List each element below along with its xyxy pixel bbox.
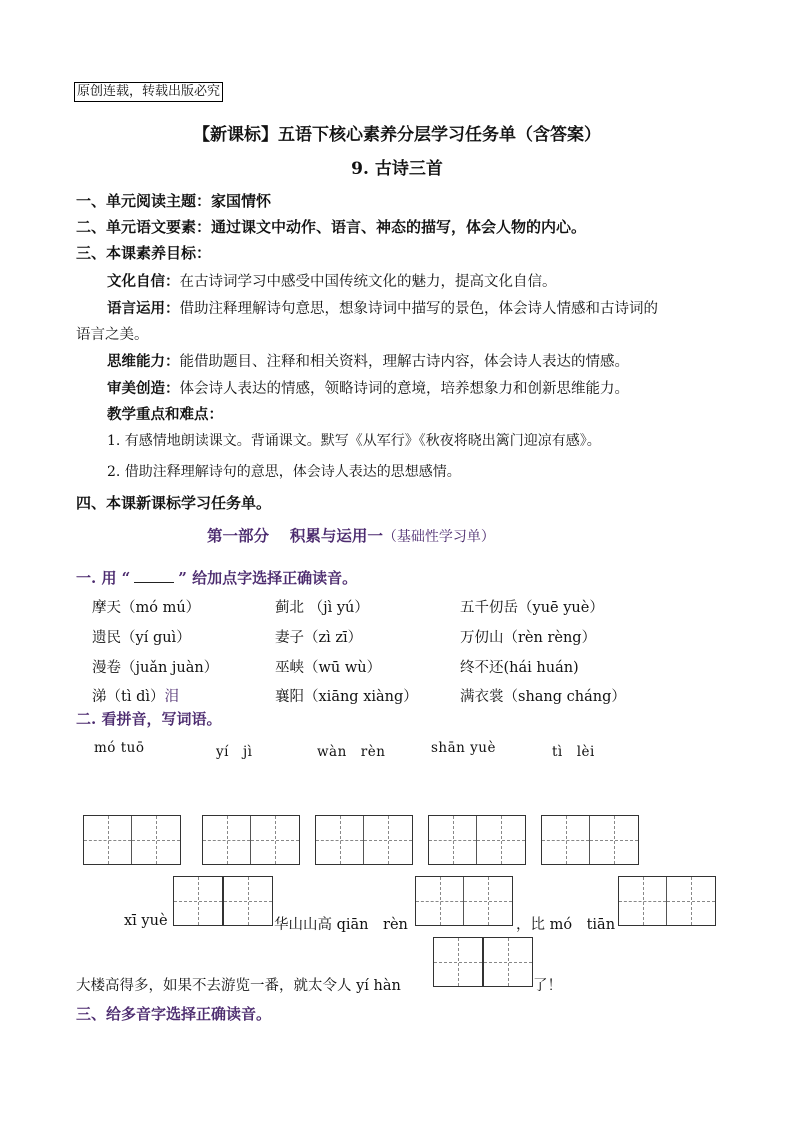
goal-aesthetic: [107, 377, 629, 398]
q2-pinyin-2: yí jì: [216, 744, 253, 760]
section-language-elements: 二、单元语文要素：通过课文中动作、语言、神态的描写，体会人物的内心。: [76, 218, 587, 236]
q1-heading: [76, 567, 357, 588]
q2-sentence-c: ，比 mó tiān: [516, 917, 616, 933]
goal-culture-text: 在古诗词学习中感受中国传统文化的魅力，提高文化自信。: [179, 274, 557, 290]
q1-item-4-3: 满衣裳（shang cháng）: [460, 689, 626, 705]
q1-prefix: 一. 用 “: [76, 569, 131, 587]
q1-item-1-2: 蓟北 （jì yú）: [275, 600, 369, 616]
answer-grid-8[interactable]: [415, 876, 513, 926]
key-point-2: 2. 借助注释理解诗句的意思，体会诗人表达的思想感情。: [107, 464, 461, 480]
answer-grid-4[interactable]: [428, 815, 526, 865]
q1-item-3-2: 巫峡（wū wù）: [275, 660, 382, 676]
q3-heading: 三、给多音字选择正确读音。: [76, 1005, 272, 1023]
answer-grid-1[interactable]: [83, 815, 181, 865]
section-task-list: 四、本课新课标学习任务单。: [76, 494, 272, 512]
section-goals: 三、本课素养目标：: [76, 244, 212, 262]
answer-grid-6[interactable]: [173, 876, 223, 926]
q2-sentence-a: xī yuè: [124, 913, 168, 929]
answer-grid-11[interactable]: [483, 937, 533, 987]
q1-item-2-2: 妻子（zì zī）: [275, 630, 363, 646]
q2-pinyin-3: wàn rèn: [317, 744, 386, 760]
goal-language-label: 语言运用：: [107, 300, 180, 317]
q2-sentence-e: 了！: [533, 978, 562, 994]
part-heading-main: 第一部分 积累与运用一: [207, 526, 383, 545]
answer-grid-9[interactable]: [618, 876, 716, 926]
answer-grid-2[interactable]: [202, 815, 300, 865]
q2-pinyin-1: mó tuō: [94, 740, 145, 756]
goal-culture-label: 文化自信：: [107, 273, 180, 290]
q1-item-3-3: 终不还(hái huán): [460, 660, 579, 676]
part-heading-sub: （基础性学习单）: [382, 529, 495, 545]
section-reading-theme: 一、单元阅读主题：家国情怀: [76, 192, 272, 210]
key-points-label: 教学重点和难点：: [107, 406, 223, 423]
page-title: 【新课标】五语下核心素养分层学习任务单（含答案）: [193, 125, 601, 145]
answer-grid-5[interactable]: [541, 815, 639, 865]
q2-pinyin-5: tì lèi: [552, 744, 595, 760]
answer-grid-7[interactable]: [223, 876, 273, 926]
q2-pinyin-4: shān yuè: [431, 740, 496, 756]
key-point-1: 1. 有感情地朗读课文。背诵课文。默写《从军行》《秋夜将晓出篱门迎凉有感》。: [107, 433, 601, 449]
q1-item-1-1: 摩天（mó mú）: [92, 600, 201, 616]
goal-aesthetic-text: 体会诗人表达的情感，领略诗词的意境，培养想象力和创新思维能力。: [179, 381, 629, 397]
q1-item-4-1-text: 涕（tì dì）: [92, 689, 165, 705]
goal-thinking-label: 思维能力：: [107, 353, 180, 370]
part-heading: [207, 524, 495, 546]
goal-language: [107, 297, 658, 318]
copyright-stamp: 原创连载，转载出版必究: [74, 82, 223, 102]
q1-item-4-1: [92, 685, 179, 706]
q1-item-4-2: 襄阳（xiāng xiàng）: [275, 689, 418, 705]
goal-language-text: 借助注释理解诗句意思，想象诗词中描写的景色，体会诗人情感和古诗词的: [179, 301, 658, 317]
q2-sentence-b: 华山山高 qiān rèn: [274, 917, 408, 933]
answer-blank: [134, 568, 174, 583]
q2-sentence-d: 大楼高得多，如果不去游览一番，就太令人 yí hàn: [76, 978, 401, 994]
q1-item-2-1: 遗民（yí guì）: [92, 630, 191, 646]
q2-heading: 二. 看拼音，写词语。: [76, 710, 222, 728]
q1-item-2-3: 万仞山（rèn rèng）: [460, 630, 597, 646]
answer-grid-10[interactable]: [433, 937, 483, 987]
q1-item-1-3: 五千仞岳（yuē yuè）: [460, 600, 604, 616]
goal-culture: [107, 270, 557, 291]
lesson-title: 9. 古诗三首: [351, 159, 443, 179]
answer-grid-3[interactable]: [315, 815, 413, 865]
goal-thinking: [107, 350, 629, 371]
goal-language-cont: 语言之美。: [76, 327, 149, 343]
goal-thinking-text: 能借助题目、注释和相关资料，理解古诗内容，体会诗人表达的情感。: [179, 354, 629, 370]
q1-tear-char: 泪: [164, 689, 179, 705]
goal-aesthetic-label: 审美创造：: [107, 380, 180, 397]
q1-suffix: ” 给加点字选择正确读音。: [178, 569, 358, 587]
q1-item-3-1: 漫卷（juǎn juàn）: [92, 660, 219, 676]
